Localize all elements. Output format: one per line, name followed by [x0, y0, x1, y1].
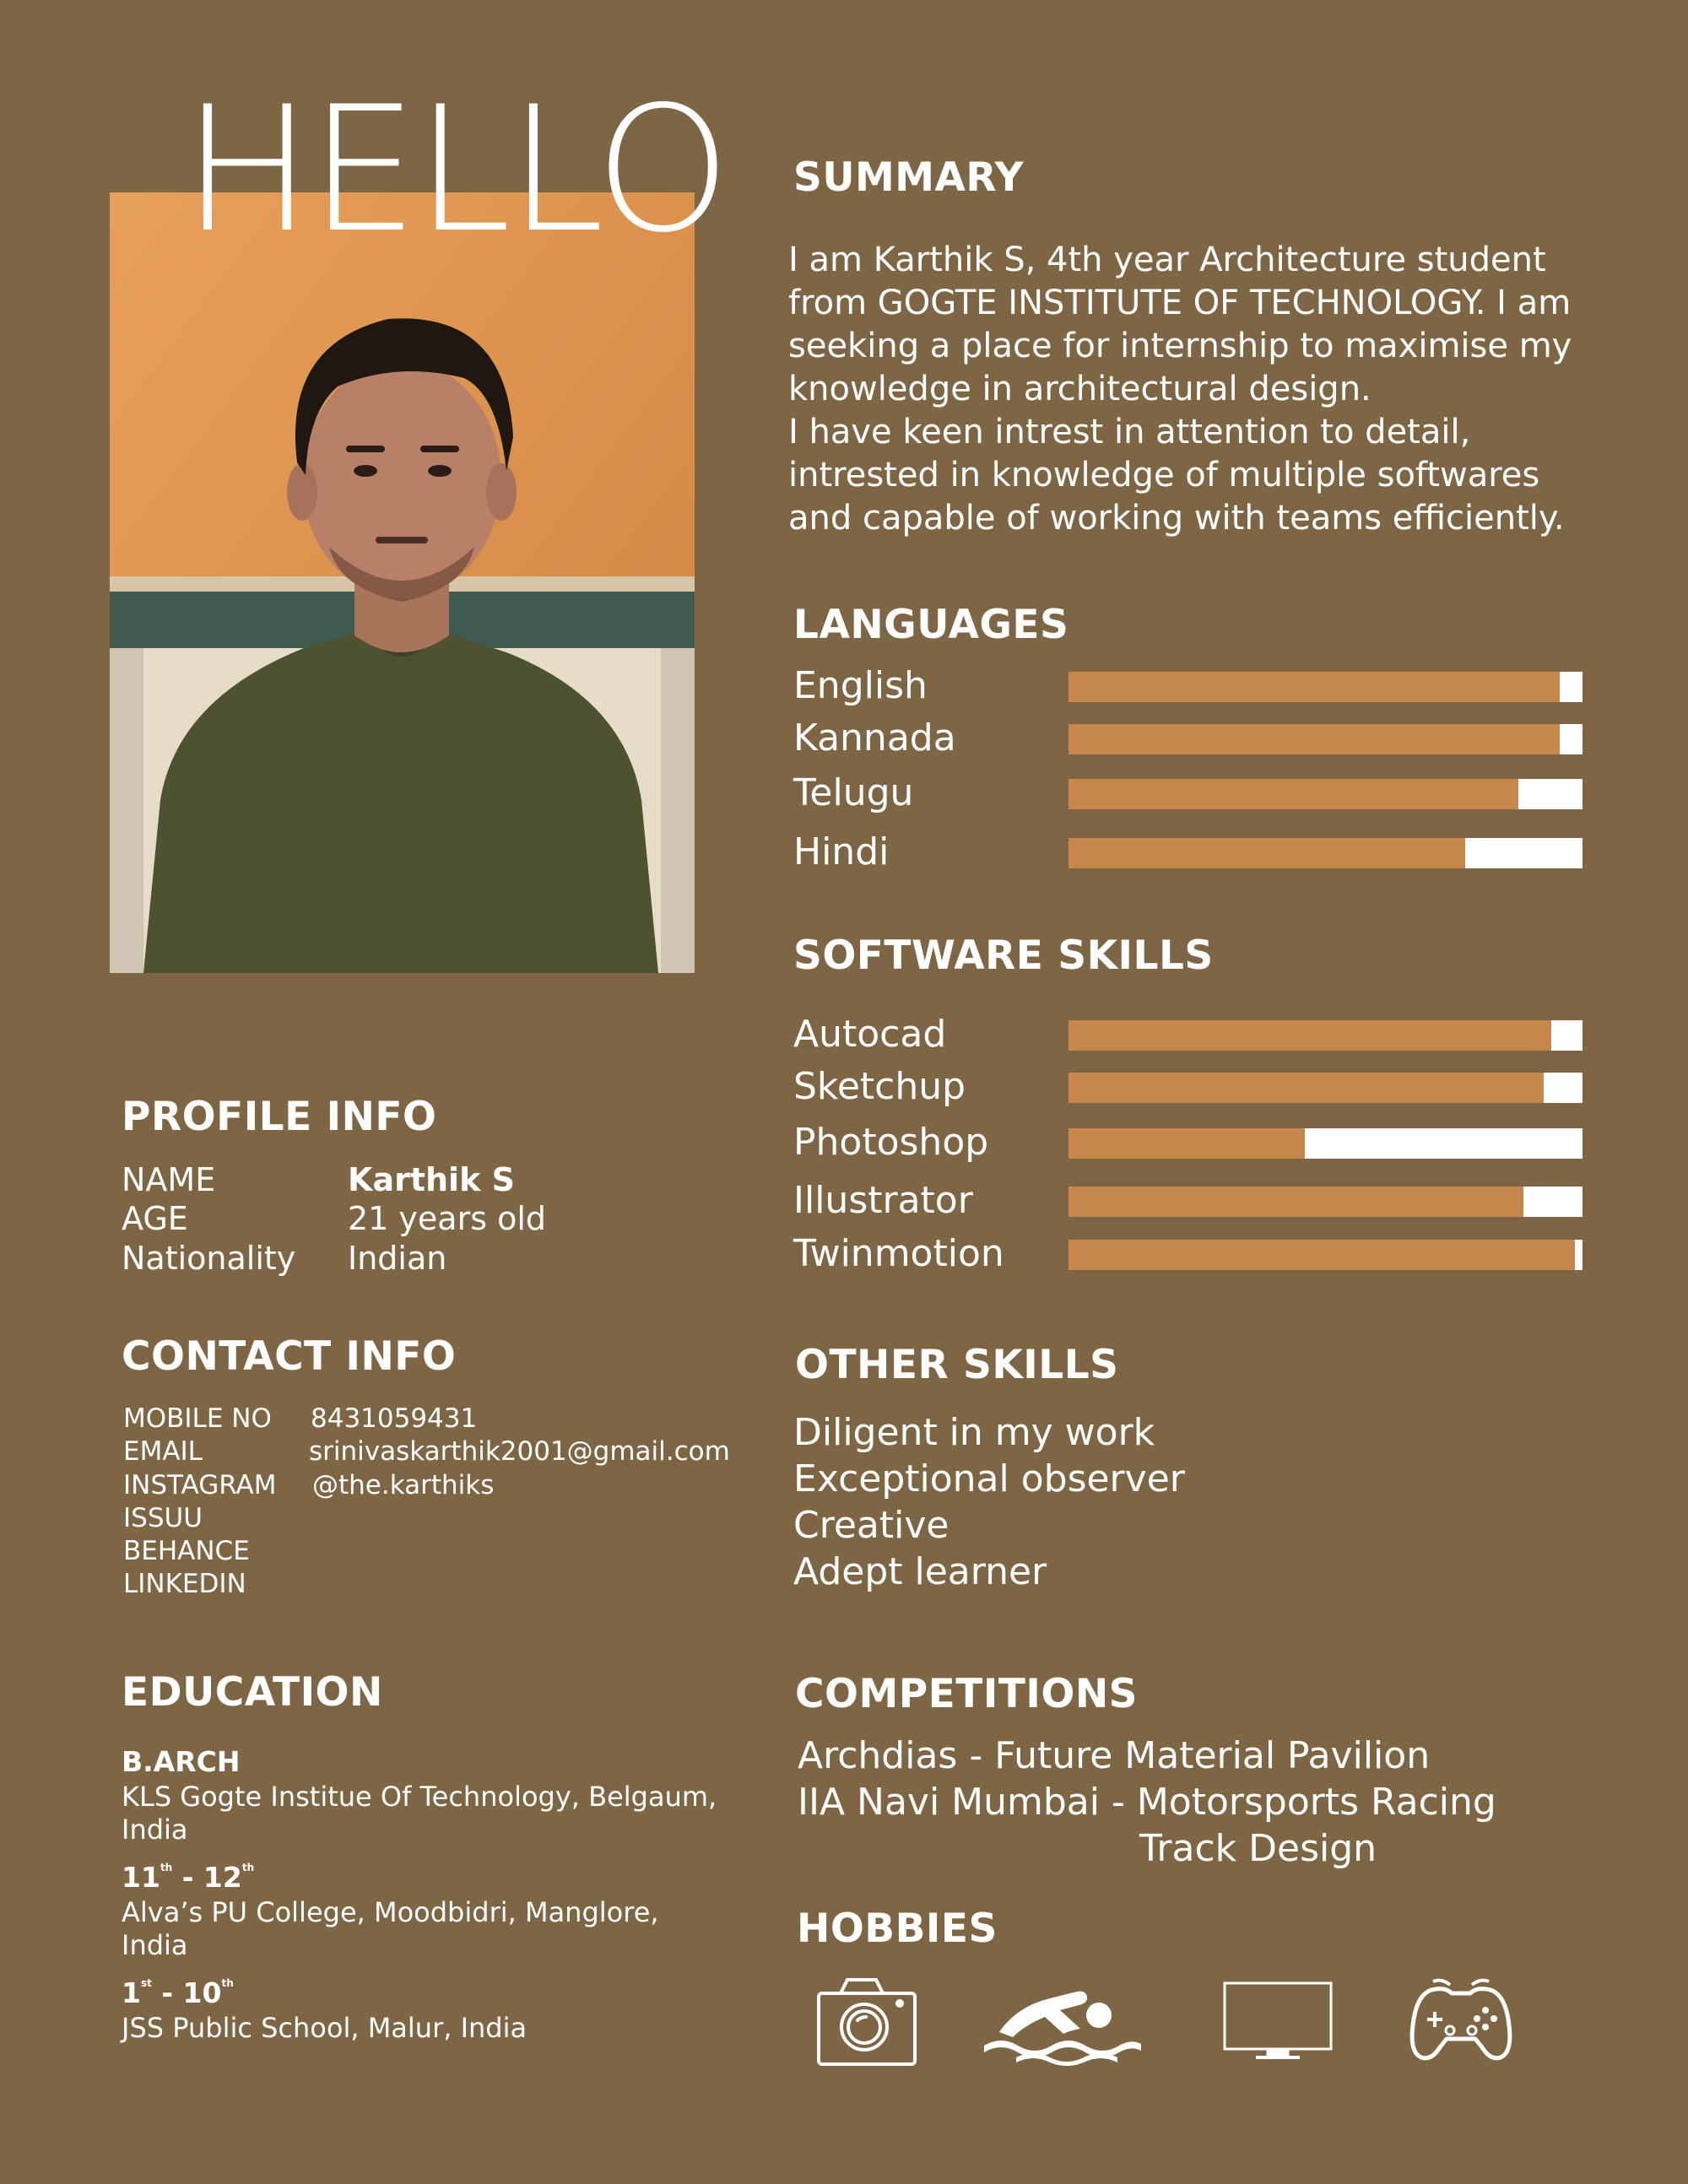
education-institution: KLS Gogte Institue Of Technology, Belgaum, [122, 1781, 717, 1813]
language-bar-fill [1069, 838, 1465, 868]
degree-end: - 12 [172, 1861, 242, 1894]
education-institution: JSS Public School, Malur, India [122, 2012, 528, 2044]
software-row-photoshop [793, 1117, 1582, 1168]
contact-value[interactable]: @the.karthiks [312, 1470, 495, 1500]
list-item: Track Design [1139, 1827, 1377, 1870]
tv-icon [1222, 1975, 1334, 2068]
hello-title: HELLO [182, 70, 728, 271]
degree-suffix: th [160, 1862, 173, 1873]
portrait-illustration [110, 192, 695, 973]
software-bar-fill [1069, 1240, 1575, 1270]
software-heading: SOFTWARE SKILLS [793, 933, 1214, 979]
list-item: Adept learner [793, 1550, 1047, 1593]
gamepad-icon [1408, 1975, 1514, 2068]
summary-line: and capable of working with teams efficiently. [788, 499, 1565, 538]
competitions-heading: COMPETITIONS [795, 1671, 1139, 1717]
language-row-kannada [793, 713, 1582, 764]
language-label: English [793, 664, 928, 707]
camera-icon [815, 1975, 918, 2068]
education-institution: Alva’s PU College, Moodbidri, Manglore, [122, 1896, 659, 1928]
summary-line: intrested in knowledge of multiple softwares [788, 456, 1540, 495]
summary-line: I have keen intrest in attention to detail, [788, 413, 1471, 451]
language-bar-track [1069, 672, 1582, 702]
software-label: Illustrator [793, 1179, 973, 1222]
contact-key: MOBILE NO [123, 1403, 272, 1434]
software-bar-track [1069, 1073, 1582, 1103]
education-entry-puc [122, 1859, 763, 1962]
list-item: Diligent in my work [793, 1411, 1155, 1454]
software-label: Photoshop [793, 1121, 989, 1164]
summary-text [788, 239, 1658, 540]
profile-value: Indian [348, 1240, 447, 1277]
summary-line: from GOGTE INSTITUTE OF TECHNOLOGY. I am [788, 284, 1572, 322]
degree-suffix: th [241, 1862, 255, 1873]
language-bar-track [1069, 838, 1582, 868]
education-entry-school [122, 1975, 763, 2045]
degree-start: 1 [122, 1976, 141, 2009]
languages-heading: LANGUAGES [793, 602, 1069, 648]
competitions-list [798, 1733, 1496, 1872]
software-row-twinmotion [793, 1229, 1582, 1279]
language-row-hindi [793, 827, 1582, 878]
software-bar-fill [1069, 1128, 1305, 1159]
contact-heading: CONTACT INFO [122, 1333, 457, 1380]
language-bar-fill [1069, 724, 1560, 754]
contact-key: EMAIL [123, 1436, 203, 1467]
list-item: Archdias - Future Material Pavilion [798, 1734, 1431, 1777]
education-degree [122, 1975, 763, 2012]
contact-key: LINKEDIN [123, 1569, 246, 1599]
degree-start: 11 [122, 1861, 160, 1894]
contact-key: BEHANCE [123, 1536, 250, 1566]
degree-suffix: th [221, 1977, 234, 1989]
software-bar-fill [1069, 1073, 1544, 1103]
education-location: India [122, 1814, 188, 1846]
profile-key: NAME [122, 1161, 216, 1198]
language-bar-fill [1069, 672, 1560, 702]
software-bar-track [1069, 1240, 1582, 1270]
language-bar-fill [1069, 779, 1518, 809]
contact-key: ISSUU [123, 1503, 203, 1533]
software-bar-fill [1069, 1020, 1551, 1051]
language-bar-track [1069, 724, 1582, 754]
software-row-illustrator [793, 1176, 1582, 1226]
education-degree [122, 1859, 763, 1896]
summary-line: knowledge in architectural design. [788, 370, 1372, 408]
summary-line: seeking a place for internship to maximise my [788, 327, 1572, 365]
language-row-english [793, 661, 1582, 711]
swimming-icon [982, 1975, 1143, 2068]
profile-key: AGE [122, 1200, 188, 1237]
education-entry-barch [122, 1743, 763, 1846]
software-bar-fill [1069, 1187, 1523, 1217]
contact-value: 8431059431 [311, 1403, 478, 1434]
language-row-telugu [793, 768, 1582, 819]
contact-key: INSTAGRAM [123, 1470, 277, 1500]
education-location: India [122, 1929, 188, 1961]
software-bar-track [1069, 1020, 1582, 1051]
profile-heading: PROFILE INFO [122, 1094, 437, 1140]
profile-key: Nationality [122, 1240, 296, 1277]
language-label: Hindi [793, 830, 890, 873]
software-bar-track [1069, 1128, 1582, 1159]
summary-line: I am Karthik S, 4th year Architecture student [788, 241, 1546, 279]
profile-value: Karthik S [348, 1161, 515, 1198]
hobbies-heading: HOBBIES [797, 1906, 998, 1952]
profile-photo [110, 192, 695, 973]
education-heading: EDUCATION [122, 1669, 383, 1716]
summary-heading: SUMMARY [793, 154, 1025, 201]
education-degree: B.ARCH [122, 1745, 241, 1778]
software-label: Autocad [793, 1013, 947, 1056]
software-row-autocad [793, 1009, 1582, 1060]
degree-end: - 10 [151, 1976, 222, 2009]
profile-value: 21 years old [348, 1200, 547, 1237]
language-label: Kannada [793, 716, 956, 760]
contact-value[interactable]: srinivaskarthik2001@gmail.com [309, 1436, 730, 1467]
language-label: Telugu [793, 771, 914, 814]
language-bar-track [1069, 779, 1582, 809]
other-skills-list [793, 1409, 1185, 1595]
other-skills-heading: OTHER SKILLS [795, 1342, 1119, 1388]
list-item: Exceptional observer [793, 1457, 1185, 1500]
degree-suffix: st [140, 1977, 152, 1989]
list-item: Creative [793, 1504, 950, 1547]
software-bar-track [1069, 1187, 1582, 1217]
software-row-sketchup [793, 1062, 1582, 1112]
software-label: Twinmotion [793, 1232, 1004, 1275]
software-label: Sketchup [793, 1065, 966, 1108]
list-item: IIA Navi Mumbai - Motorsports Racing [798, 1781, 1496, 1824]
